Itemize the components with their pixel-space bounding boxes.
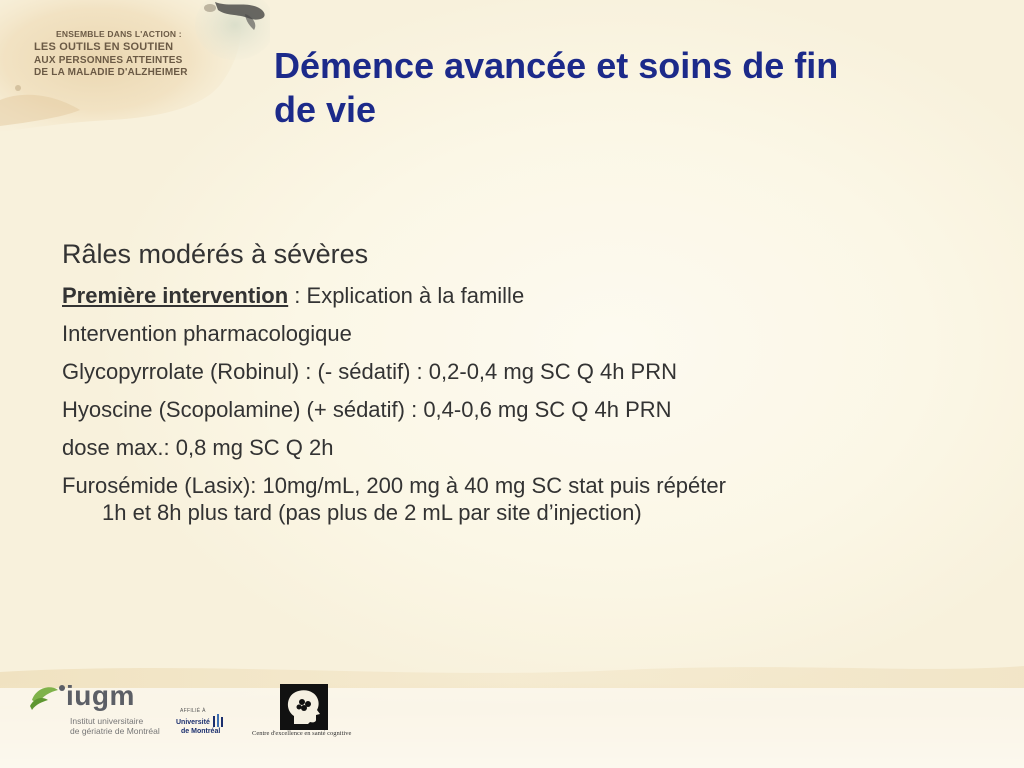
iugm-brand: iugm [66, 680, 135, 711]
body-line-max-dose: dose max.: 0,8 mg SC Q 2h [62, 435, 334, 460]
body-line-pharmacologic: Intervention pharmacologique [62, 321, 352, 346]
body-line-hyoscine: Hyoscine (Scopolamine) (+ sédatif) : 0,4-0,6 mg SC Q 4h PRN [62, 397, 672, 422]
header-logo-line2: LES OUTILS EN SOUTIEN [34, 41, 174, 53]
furosemide-line1: Furosémide (Lasix): 10mg/mL, 200 mg à 40 mg SC stat puis répéter [62, 473, 726, 498]
slide-title-line2: de vie [274, 89, 377, 130]
cesc-logo [250, 684, 360, 744]
udem-line1: Université [176, 719, 210, 726]
udem-affiliation: AFFILIÉ À [180, 708, 206, 714]
first-intervention-label: Première intervention [62, 283, 289, 308]
udem-line2: de Montréal [181, 728, 221, 735]
iugm-sub1: Institut universitaire [70, 716, 144, 726]
slide-subtitle: Râles modérés à sévères [62, 239, 369, 269]
header-logo-line1: ENSEMBLE DANS L'ACTION : [56, 29, 182, 39]
slide-title-line1: Démence avancée et soins de fin [274, 45, 839, 86]
header-logo-line4: DE LA MALADIE D'ALZHEIMER [34, 67, 188, 78]
body-line-glycopyrrolate: Glycopyrrolate (Robinul) : (- sédatif) : 0,2-0,4 mg SC Q 4h PRN [62, 359, 677, 384]
udem-emblem-icon [212, 714, 224, 728]
slide-title [274, 44, 974, 132]
iugm-sub2: de gériatrie de Montréal [70, 726, 160, 736]
head-silhouette-icon [280, 684, 328, 730]
body-line-furosemide [62, 472, 942, 526]
header-logo [0, 0, 270, 135]
first-intervention-text: : Explication à la famille [288, 283, 525, 308]
furosemide-line2: 1h et 8h plus tard (pas plus de 2 mL par site d’injection) [102, 500, 642, 525]
iugm-logo [28, 678, 168, 738]
header-logo-line3: AUX PERSONNES ATTEINTES [34, 55, 183, 66]
slide-body [62, 234, 942, 526]
first-intervention-line [62, 282, 942, 309]
cesc-caption: Centre d'excellence en santé cognitive [252, 730, 352, 737]
udem-logo [172, 708, 232, 740]
